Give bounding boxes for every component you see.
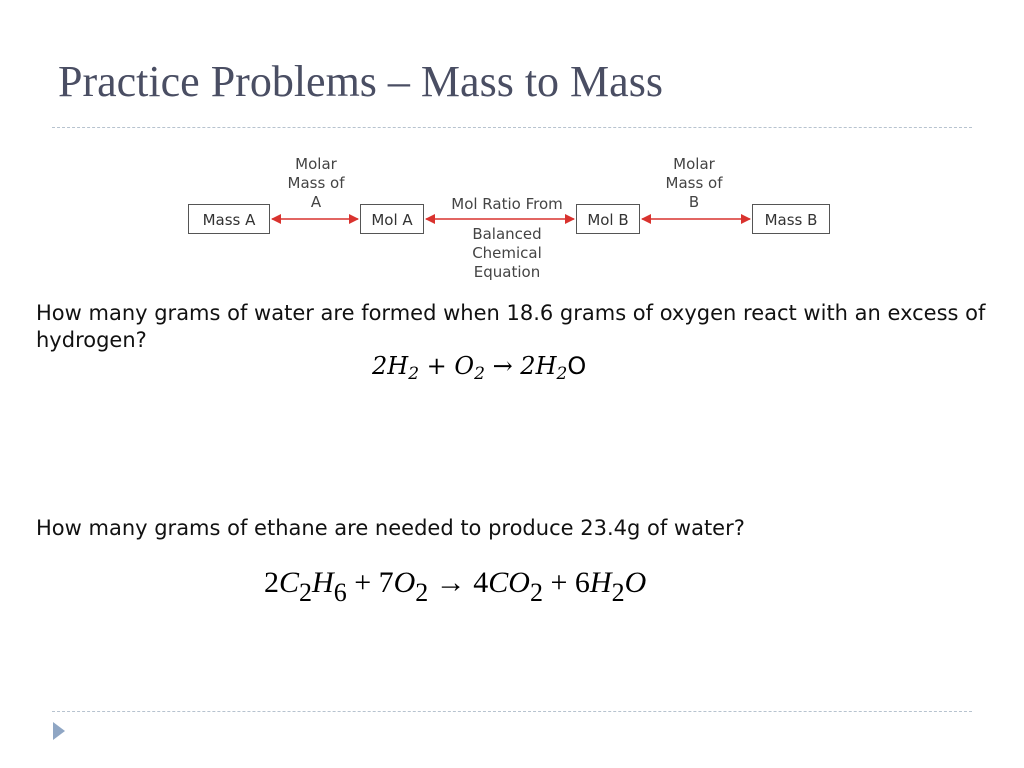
mass-a-box: Mass A: [188, 204, 270, 234]
balanced-equation-label: Balanced Chemical Equation: [472, 225, 542, 281]
triangle-right-icon: [52, 721, 66, 741]
footer-divider: [52, 711, 972, 712]
problem-2-equation: $2C_2H_6 + 7O_2 \to 4CO_2 + 6H_2O$: [264, 566, 647, 607]
conversion-diagram: [180, 148, 840, 288]
mass-b-box: Mass B: [752, 204, 830, 234]
title-divider: [52, 127, 972, 128]
problem-2-question: How many grams of ethane are needed to produce 23.4g of water?: [36, 516, 745, 540]
molar-mass-a-label: Molar Mass of A: [287, 155, 345, 211]
problem-1-question: How many grams of water are formed when 18.6 grams of oxygen react with an excess of hydrogen?: [36, 301, 986, 352]
slide-title: Practice Problems – Mass to Mass: [58, 57, 663, 106]
mol-a-box: Mol A: [360, 204, 424, 234]
molar-mass-b-label: Molar Mass of B: [665, 155, 723, 211]
mol-ratio-label: Mol Ratio From: [451, 195, 563, 213]
problem-1-equation: $2H_2 + O_2 \to 2H_2O$: [372, 352, 587, 384]
mol-b-box: Mol B: [576, 204, 640, 234]
